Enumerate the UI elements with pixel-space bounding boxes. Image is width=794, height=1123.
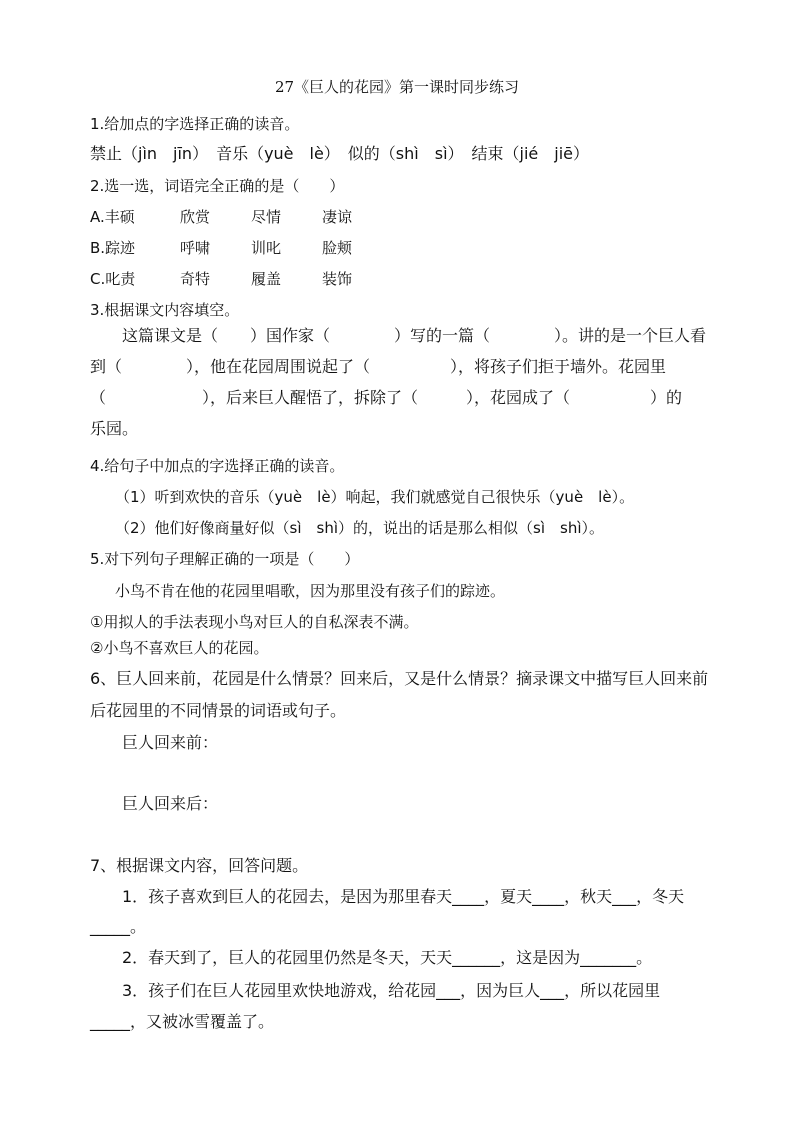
q7-line-1: 1．孩子喜欢到巨人的花园去，是因为那里春天____，夏天____，秋天___，冬天 — [90, 887, 685, 906]
q6-after-label: 巨人回来后： — [122, 794, 219, 813]
option-word: 尽情 — [251, 208, 282, 226]
q1-pinyin-line: 禁止（jìn jīn） 音乐（yuè lè） 似的（shì sì） 结束（jié jiē） — [90, 144, 589, 163]
option-word: C.叱责 — [90, 270, 136, 288]
option-word: 装饰 — [322, 270, 353, 288]
option-word: 脸颊 — [322, 239, 353, 257]
q5-choice-2: ②小鸟不喜欢巨人的花园。 — [90, 639, 269, 657]
option-word: 训叱 — [251, 239, 282, 257]
option-word: 凄谅 — [322, 208, 353, 226]
q5-choice-1: ①用拟人的手法表现小鸟对巨人的自私深表不满。 — [90, 613, 419, 631]
option-word: 呼啸 — [180, 239, 211, 257]
q6-prompt-line-1: 6、巨人回来前，花园是什么情景？回来后，又是什么情景？摘录课文中描写巨人回来前 — [90, 669, 709, 688]
q7-line-5: _____，又被冰雪覆盖了。 — [90, 1012, 275, 1031]
option-word: 履盖 — [251, 270, 282, 288]
q3-line-2: 到（ ），他在花园周围说起了（ ），将孩子们拒于墙外。花园里 — [90, 357, 667, 376]
q5-prompt: 5.对下列句子理解正确的一项是（ ） — [90, 550, 360, 568]
q4-item-1: （1）听到欢快的音乐（yuè lè）响起，我们就感觉自己很快乐（yuè lè）。 — [115, 488, 635, 506]
q1-prompt: 1.给加点的字选择正确的读音。 — [90, 115, 300, 133]
q5-sentence: 小鸟不肯在他的花园里唱歌，因为那里没有孩子们的踪迹。 — [115, 582, 506, 600]
page-title: 27《巨人的花园》第一课时同步练习 — [274, 78, 520, 96]
q7-line-4: 3．孩子们在巨人花园里欢快地游戏，给花园___，因为巨人___，所以花园里 — [90, 981, 661, 1000]
q2-option-b — [90, 237, 710, 259]
q3-line-4: 乐园。 — [90, 419, 139, 438]
option-word: 欣赏 — [180, 208, 211, 226]
q3-prompt: 3.根据课文内容填空。 — [90, 301, 240, 319]
option-word: 奇特 — [180, 270, 211, 288]
option-word: A.丰硕 — [90, 208, 135, 226]
q4-prompt: 4.给句子中加点的字选择正确的读音。 — [90, 457, 345, 475]
option-word: B.踪迹 — [90, 239, 136, 257]
q2-prompt: 2.选一选，词语完全正确的是（ ） — [90, 177, 345, 195]
q7-line-3: 2．春天到了，巨人的花园里仍然是冬天，天天______，这是因为_______。 — [90, 948, 653, 967]
q6-prompt-line-2: 后花园里的不同情景的词语或句子。 — [90, 701, 347, 720]
q3-line-1: 这篇课文是（ ）国作家（ ）写的一篇（ ）。讲的是一个巨人看 — [90, 326, 707, 345]
q3-line-3: （ ），后来巨人醒悟了，拆除了（ ），花园成了（ ）的 — [90, 388, 683, 407]
q2-option-c — [90, 268, 710, 290]
q6-before-label: 巨人回来前： — [122, 733, 219, 752]
q7-line-2: _____。 — [90, 917, 147, 936]
q2-option-a — [90, 206, 710, 228]
q7-prompt: 7、根据课文内容，回答问题。 — [90, 856, 309, 875]
q4-item-2: （2）他们好像商量好似（sì shì）的，说出的话是那么相似（sì shì）。 — [115, 519, 604, 537]
